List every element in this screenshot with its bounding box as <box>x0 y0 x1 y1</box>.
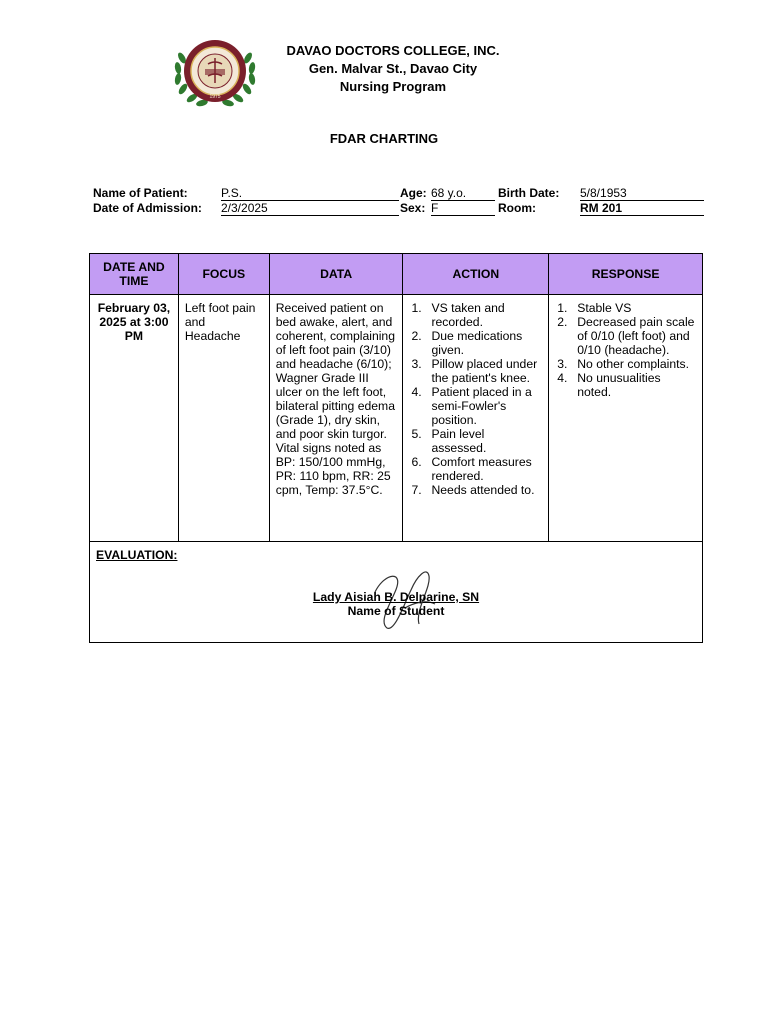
list-item: 4. No unusualities noted. <box>557 371 661 399</box>
action-list <box>409 301 542 497</box>
admission-date-value: 2/3/2025 <box>221 201 399 216</box>
student-name: Lady Aisiah B. Delparine, SN <box>312 590 480 604</box>
header-action: ACTION <box>403 254 549 295</box>
evaluation-cell <box>90 542 703 643</box>
college-logo-icon <box>172 36 258 108</box>
list-item: 5. Pain level assessed. <box>411 427 487 455</box>
list-item: 2. Due medications given. <box>411 329 523 357</box>
table-row <box>90 295 703 542</box>
patient-info <box>93 186 705 216</box>
admission-date-label: Date of Admission: <box>93 201 202 215</box>
list-item: 1. VS taken and recorded. <box>411 301 505 329</box>
patient-name-label: Name of Patient: <box>93 186 188 200</box>
room-value: RM 201 <box>580 201 704 216</box>
header-data: DATA <box>269 254 403 295</box>
patient-info-row-2 <box>93 201 705 216</box>
letterhead <box>172 36 532 108</box>
evaluation-row <box>90 542 703 643</box>
focus-cell: Left foot pain and Headache <box>178 295 269 542</box>
institution-name: DAVAO DOCTORS COLLEGE, INC. <box>286 43 500 58</box>
page-title: FDAR CHARTING <box>329 131 439 146</box>
list-item: 3. No other complaints. <box>557 357 690 371</box>
room-label: Room: <box>498 201 536 215</box>
header-date-time: DATE AND TIME <box>90 254 179 295</box>
student-caption: Name of Student <box>347 604 445 618</box>
header-focus: FOCUS <box>178 254 269 295</box>
list-item: 4. Patient placed in a semi-Fowler's position. <box>411 385 532 427</box>
birth-date-value: 5/8/1953 <box>580 186 704 201</box>
fdar-header-row <box>90 254 703 295</box>
list-item: 3. Pillow placed under the patient's knee. <box>411 357 538 385</box>
list-item: 6. Comfort measures rendered. <box>411 455 532 483</box>
action-cell <box>403 295 549 542</box>
letterhead-text <box>258 42 528 96</box>
evaluation-label: EVALUATION: <box>96 548 178 562</box>
list-item: 2. Decreased pain scale of 0/10 (left foot) and 0/10 (headache). <box>557 315 695 357</box>
age-label: Age: <box>400 186 427 200</box>
institution-address: Gen. Malvar St., Davao City <box>308 61 478 76</box>
data-cell: Received patient on bed awake, alert, and coherent, complaining of left foot pain (3/10) and headache (6/10); Wagner Grade III ulcer on the left foot, bilateral pitting edema (Grade 1), dry skin, and poor skin turgor. Vital signs noted as BP: 150/100 mmHg, PR: 110 bpm, RR: 25 cpm, Temp: 37.5°C. <box>269 295 403 542</box>
patient-info-row-1 <box>93 186 705 201</box>
birth-date-label: Birth Date: <box>498 186 560 200</box>
date-time-cell: February 03, 2025 at 3:00 PM <box>90 295 179 542</box>
list-item: 7. Needs attended to. <box>411 483 535 497</box>
fdar-table <box>89 253 703 643</box>
age-value: 68 y.o. <box>431 186 495 201</box>
response-list <box>555 301 696 399</box>
sex-value: F <box>431 201 495 216</box>
program-name: Nursing Program <box>339 79 447 94</box>
patient-name-value: P.S. <box>221 186 399 201</box>
response-cell <box>549 295 703 542</box>
list-item: 1. Stable VS <box>557 301 632 315</box>
header-response: RESPONSE <box>549 254 703 295</box>
student-signature-block <box>90 590 702 618</box>
logo-year: 1975 <box>209 94 221 100</box>
sex-label: Sex: <box>400 201 426 215</box>
